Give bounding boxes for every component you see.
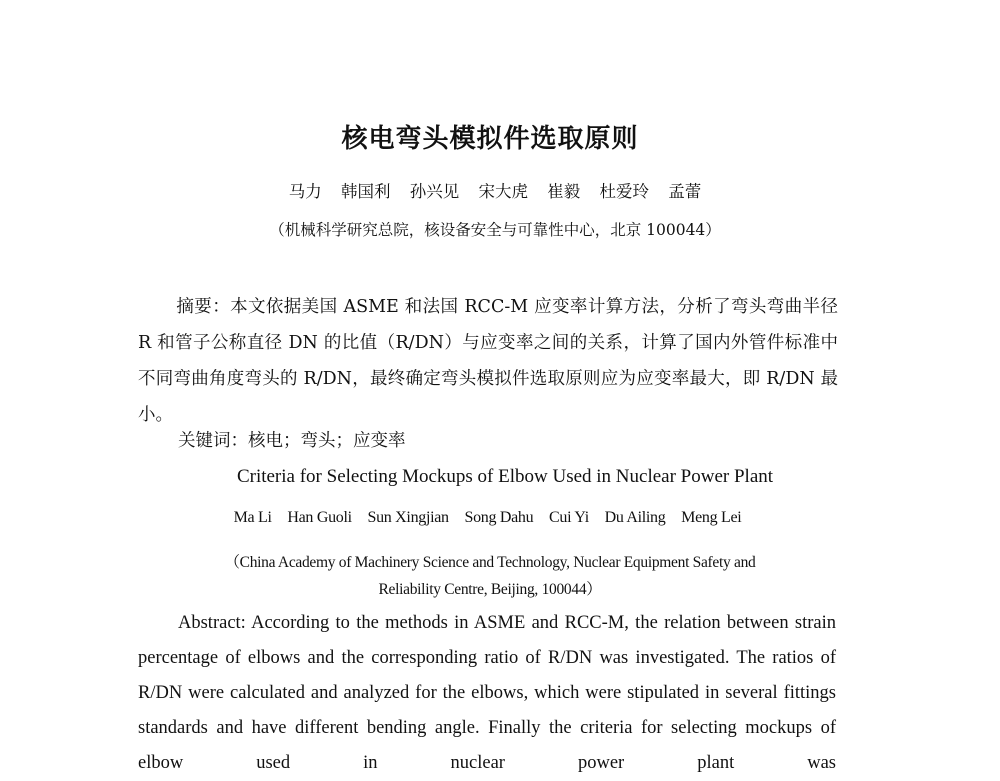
author-cn: 孙兴见	[409, 182, 460, 201]
author-cn: 杜爱玲	[599, 182, 649, 201]
author-en: Ma Li	[233, 509, 272, 526]
author-en: Sun Xingjian	[367, 509, 449, 526]
affiliation-en-line2: Reliability Centre, Beijing, 100044）	[378, 581, 602, 598]
abstract-cn-text: 摘要：本文依据美国 ASME 和法国 RCC-M 应变率计算方法，分析了弯头弯曲半径 R 和管子公称直径 DN 的比值（R/DN）与应变率之间的关系，计算了国内外管件标准中不同弯曲角度弯头的 R/DN，最终确定弯头模拟件选取原则应为应变率最大，即 R/DN 最小。	[138, 297, 838, 425]
author-cn: 马力	[288, 182, 322, 201]
affiliation-en	[170, 549, 810, 603]
author-en: Cui Yi	[549, 509, 589, 526]
affiliation-en-line1: （China Academy of Machinery Science and Technology, Nuclear Equipment Safety and	[224, 554, 756, 571]
abstract-en	[138, 606, 836, 781]
affiliation-cn: （机械科学研究总院，核设备安全与可靠性中心，北京 100044）	[269, 221, 721, 239]
author-cn: 韩国利	[341, 182, 391, 201]
authors-cn	[0, 178, 990, 202]
keywords-cn: 关键词：核电；弯头；应变率	[178, 431, 406, 451]
abstract-cn	[138, 289, 838, 433]
author-cn: 宋大虎	[478, 182, 528, 201]
author-en: Han Guoli	[287, 509, 352, 526]
authors-en	[0, 509, 975, 527]
author-en: Song Dahu	[464, 509, 534, 526]
abstract-en-text: Abstract: According to the methods in ASME and RCC-M, the relation between strain percentage of elbows and the corresponding ratio of R/DN was investigated. The ratios of R/DN were calculated and analyzed for the elbows, which were stipulated in several fittings standards and have different bending angle. Finally the criteria for selecting mockups of elbow used in nuclear power plant was	[138, 613, 836, 773]
author-cn: 崔毅	[547, 182, 581, 201]
author-en: Du Ailing	[604, 509, 666, 526]
author-cn: 孟蕾	[668, 182, 702, 201]
paper-title-en: Criteria for Selecting Mockups of Elbow Used in Nuclear Power Plant	[236, 466, 774, 487]
author-en: Meng Lei	[681, 509, 742, 526]
paper-title-cn: 核电弯头模拟件选取原则	[341, 124, 639, 154]
